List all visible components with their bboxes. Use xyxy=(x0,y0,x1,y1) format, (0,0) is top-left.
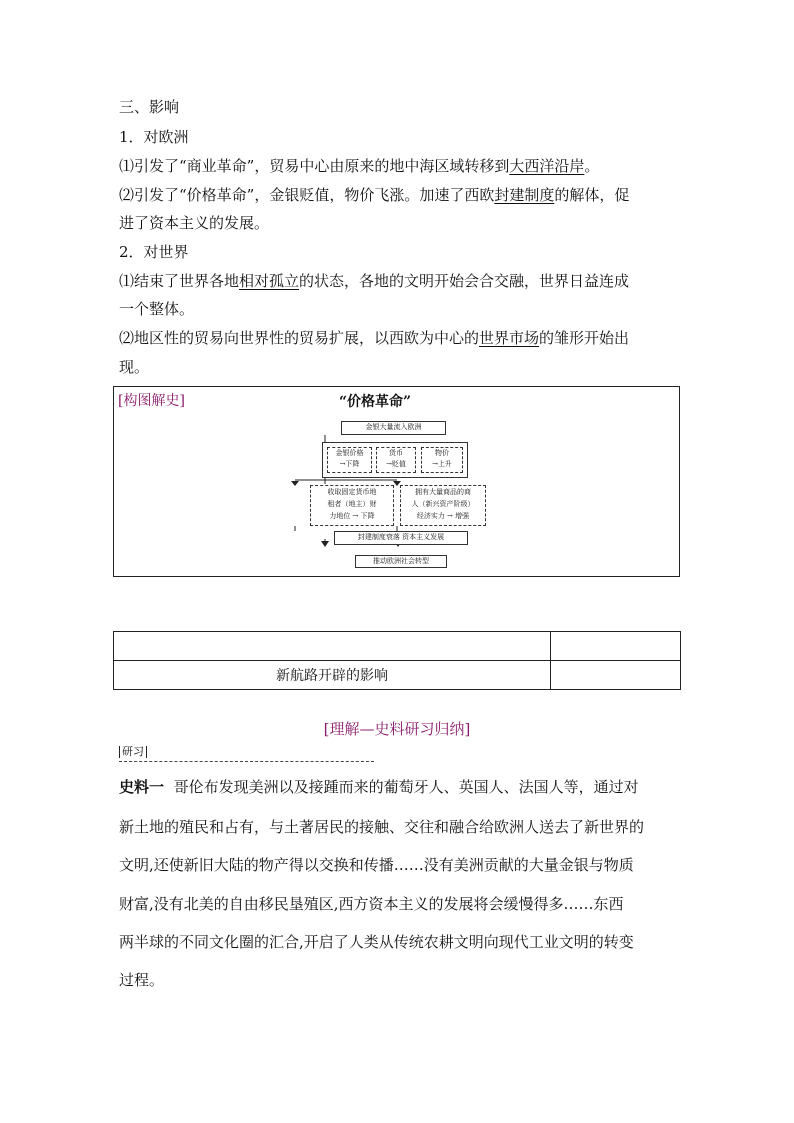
source-line-6: 过程。 xyxy=(119,971,165,989)
label: 人（新兴资产阶级） xyxy=(411,500,475,508)
research-tag: 研习 xyxy=(119,746,147,758)
label: →贬值 xyxy=(386,460,406,468)
label: 货币 xyxy=(389,449,403,457)
label: 收取固定货币地 xyxy=(327,488,377,496)
flow-arrows xyxy=(114,387,679,576)
node-landlords xyxy=(310,485,394,526)
text: ⑵地区性的贸易向世界性的贸易扩展，以西欧为中心的 xyxy=(119,329,480,347)
table-row xyxy=(114,632,681,661)
label: 物价 xyxy=(435,449,449,457)
table-cell xyxy=(551,661,681,690)
node-merchants xyxy=(400,485,486,526)
node-gold-inflow: 金银大量流入欧洲 xyxy=(341,421,446,435)
table-cell xyxy=(551,632,681,661)
label: 经济实力 → 增强 xyxy=(416,512,470,520)
text: 。 xyxy=(584,157,600,175)
text: ⑴结束了世界各地 xyxy=(119,272,240,290)
diagram-title: “价格革命” xyxy=(339,394,412,410)
source-line-1 xyxy=(119,777,639,797)
text: 的状态，各地的文明开始会合交融，世界日益连成 xyxy=(299,272,630,290)
node-prices xyxy=(421,447,463,473)
divider xyxy=(119,761,374,762)
subheading-europe: 1．对欧洲 xyxy=(119,128,189,146)
label: →下降 xyxy=(339,460,360,468)
label: →上升 xyxy=(432,460,452,468)
label: 金银价格 xyxy=(335,449,364,457)
underlined-term: 相对孤立 xyxy=(239,272,300,290)
underlined-term: 世界市场 xyxy=(479,329,540,347)
text: ⑴引发了“商业革命”，贸易中心由原来的地中海区域转移到 xyxy=(119,157,510,175)
diagram-tag: [构图解史] xyxy=(118,393,185,409)
source-line-4: 财富,没有北美的自由移民垦殖区,西方资本主义的发展将会缓慢得多……东西 xyxy=(119,895,624,913)
europe-item-2-cont: 进了资本主义的发展。 xyxy=(119,214,270,232)
text: 哥伦布发现美洲以及接踵而来的葡萄牙人、英国人、法国人等，通过对 xyxy=(173,778,639,796)
europe-item-1 xyxy=(119,156,599,176)
text: 的雏形开始出 xyxy=(539,329,630,347)
world-item-2-cont: 现。 xyxy=(119,358,150,376)
node-social-transform: 推动欧洲社会转型 xyxy=(355,555,447,568)
research-title: [理解—史料研习归纳] xyxy=(323,720,471,738)
node-gold-price xyxy=(327,447,372,473)
node-feudal-decline: 封建制度衰落 资本主义发展 xyxy=(334,531,468,545)
node-price-group xyxy=(322,442,468,478)
underlined-term: 封建制度 xyxy=(494,186,555,204)
world-item-2 xyxy=(119,328,629,348)
source-line-2: 新土地的殖民和占有，与土著居民的接触、交往和融合给欧洲人送去了新世界的 xyxy=(119,818,645,836)
text: ⑵引发了“价格革命”，金银贬值，物价飞涨。加速了西欧 xyxy=(119,186,495,204)
label: 拥有大量商品的商 xyxy=(415,488,471,496)
label: 租者（地主）财 xyxy=(327,500,377,508)
source-line-5: 两半球的不同文化圈的汇合,开启了人类从传统农耕文明向现代工业文明的转变 xyxy=(119,933,634,951)
section-heading: 三、影响 xyxy=(119,98,180,116)
diagram-frame xyxy=(113,386,680,577)
label: 力地位 → 下降 xyxy=(329,512,375,520)
table-cell xyxy=(114,632,551,661)
subheading-world: 2．对世界 xyxy=(119,243,189,261)
table-row xyxy=(114,661,681,690)
source-line-3: 文明,还使新旧大陆的物产得以交换和传播……没有美洲贡献的大量金银与物质 xyxy=(119,856,634,874)
europe-item-2 xyxy=(119,185,629,205)
text: 的解体，促 xyxy=(554,186,630,204)
underlined-term: 大西洋沿岸 xyxy=(509,157,585,175)
world-item-1-cont: 一个整体。 xyxy=(119,300,195,318)
table-cell-impact: 新航路开辟的影响 xyxy=(114,661,551,690)
summary-table xyxy=(113,631,681,690)
world-item-1 xyxy=(119,271,629,291)
node-currency xyxy=(376,447,416,473)
source-label: 史料一 xyxy=(119,778,165,796)
